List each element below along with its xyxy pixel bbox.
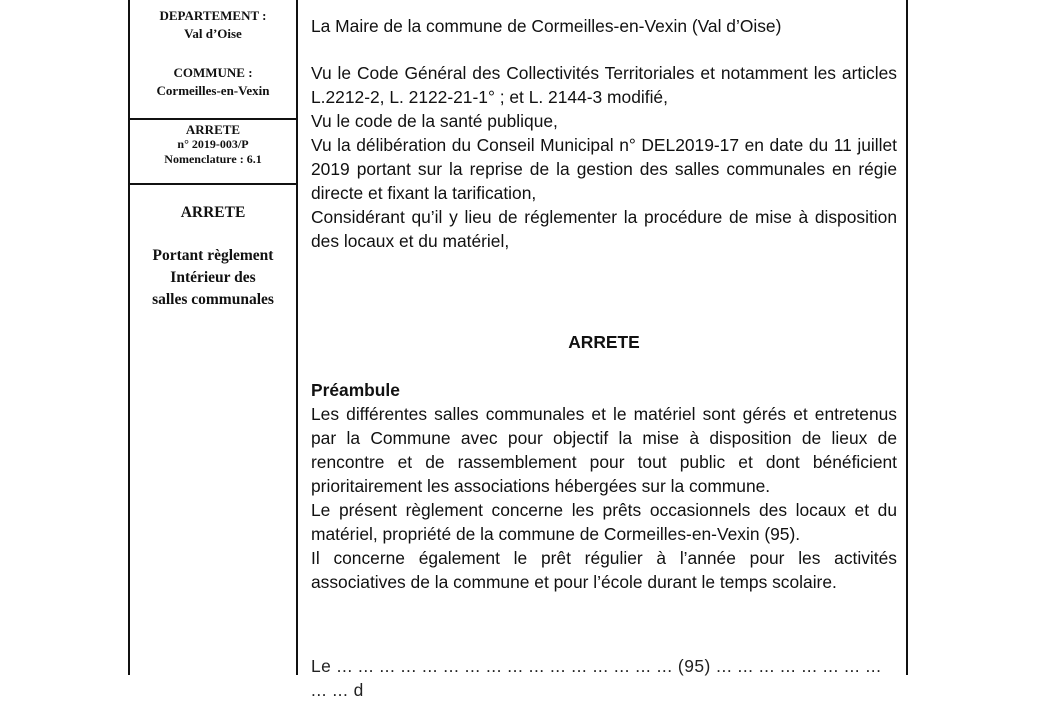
mayor-line — [311, 14, 897, 38]
cut-off-text: Le ... ... ... ... ... ... ... ... ... ... ... ... ... ... ... ... (95) ... ... ... ... ... ... ... ... ... ... d — [311, 656, 882, 700]
preamble-paragraph: Le présent règlement concerne les prêts occasionnels des locaux et du matériel, propriété de la commune de Cormeilles-en-Vexin (95). — [311, 500, 897, 544]
object-line: Portant règlement — [152, 247, 274, 264]
visa-paragraph: Vu la délibération du Conseil Municipal n° DEL2019-17 en date du 11 juillet 2019 portant sur la reprise de la gestion des salles communales en régie directe et fixant la tarification, — [311, 135, 897, 203]
arrete-object — [130, 245, 296, 311]
arrete-reference-block — [130, 122, 296, 167]
commune-value: Cormeilles-en-Vexin — [156, 83, 270, 98]
departement-block — [130, 7, 296, 43]
preamble-paragraph: Les différentes salles communales et le matériel sont gérés et entretenus par la Commune avec pour objectif la mise à disposition de lieux de rencontre et de rassemblement pour tout public et dont bénéficient prioritairement les associations hébergées sur la commune. — [311, 404, 897, 496]
arrete-label: ARRETE — [185, 122, 241, 137]
visas-block — [311, 61, 897, 253]
sidebar-divider-1 — [128, 118, 298, 120]
nomenclature: Nomenclature : 6.1 — [164, 152, 262, 166]
object-line: salles communales — [152, 291, 274, 308]
column-divider-rule — [296, 0, 298, 675]
preamble-block — [311, 378, 897, 594]
right-border-rule — [906, 0, 908, 675]
commune-block — [130, 64, 296, 100]
departement-value: Val d’Oise — [184, 26, 242, 41]
arrete-heading: ARRETE — [568, 332, 640, 352]
sidebar-title: ARRETE — [180, 204, 246, 221]
cut-off-text-line — [311, 656, 897, 700]
commune-label: COMMUNE : — [173, 65, 253, 80]
visa-paragraph: Vu le Code Général des Collectivités Territoriales et notamment les articles L.2212-2, L. 2122-21-1° ; et L. 2144-3 modifié, — [311, 63, 897, 107]
visa-paragraph: Vu le code de la santé publique, — [311, 111, 558, 131]
visa-paragraph: Considérant qu’il y lieu de réglementer la procédure de mise à disposition des locaux et du matériel, — [311, 207, 897, 251]
mayor-text: La Maire de la commune de Cormeilles-en-Vexin (Val d’Oise) — [311, 16, 782, 36]
preamble-paragraph: Il concerne également le prêt régulier à l’année pour les activités associatives de la commune et pour l’école durant le temps scolaire. — [311, 548, 897, 592]
object-line: Intérieur des — [170, 269, 256, 286]
left-border-rule — [128, 0, 130, 675]
arrete-number: n° 2019-003/P — [177, 137, 249, 151]
departement-label: DEPARTEMENT : — [159, 8, 267, 23]
sidebar-divider-2 — [128, 183, 298, 185]
preamble-title: Préambule — [311, 380, 400, 400]
